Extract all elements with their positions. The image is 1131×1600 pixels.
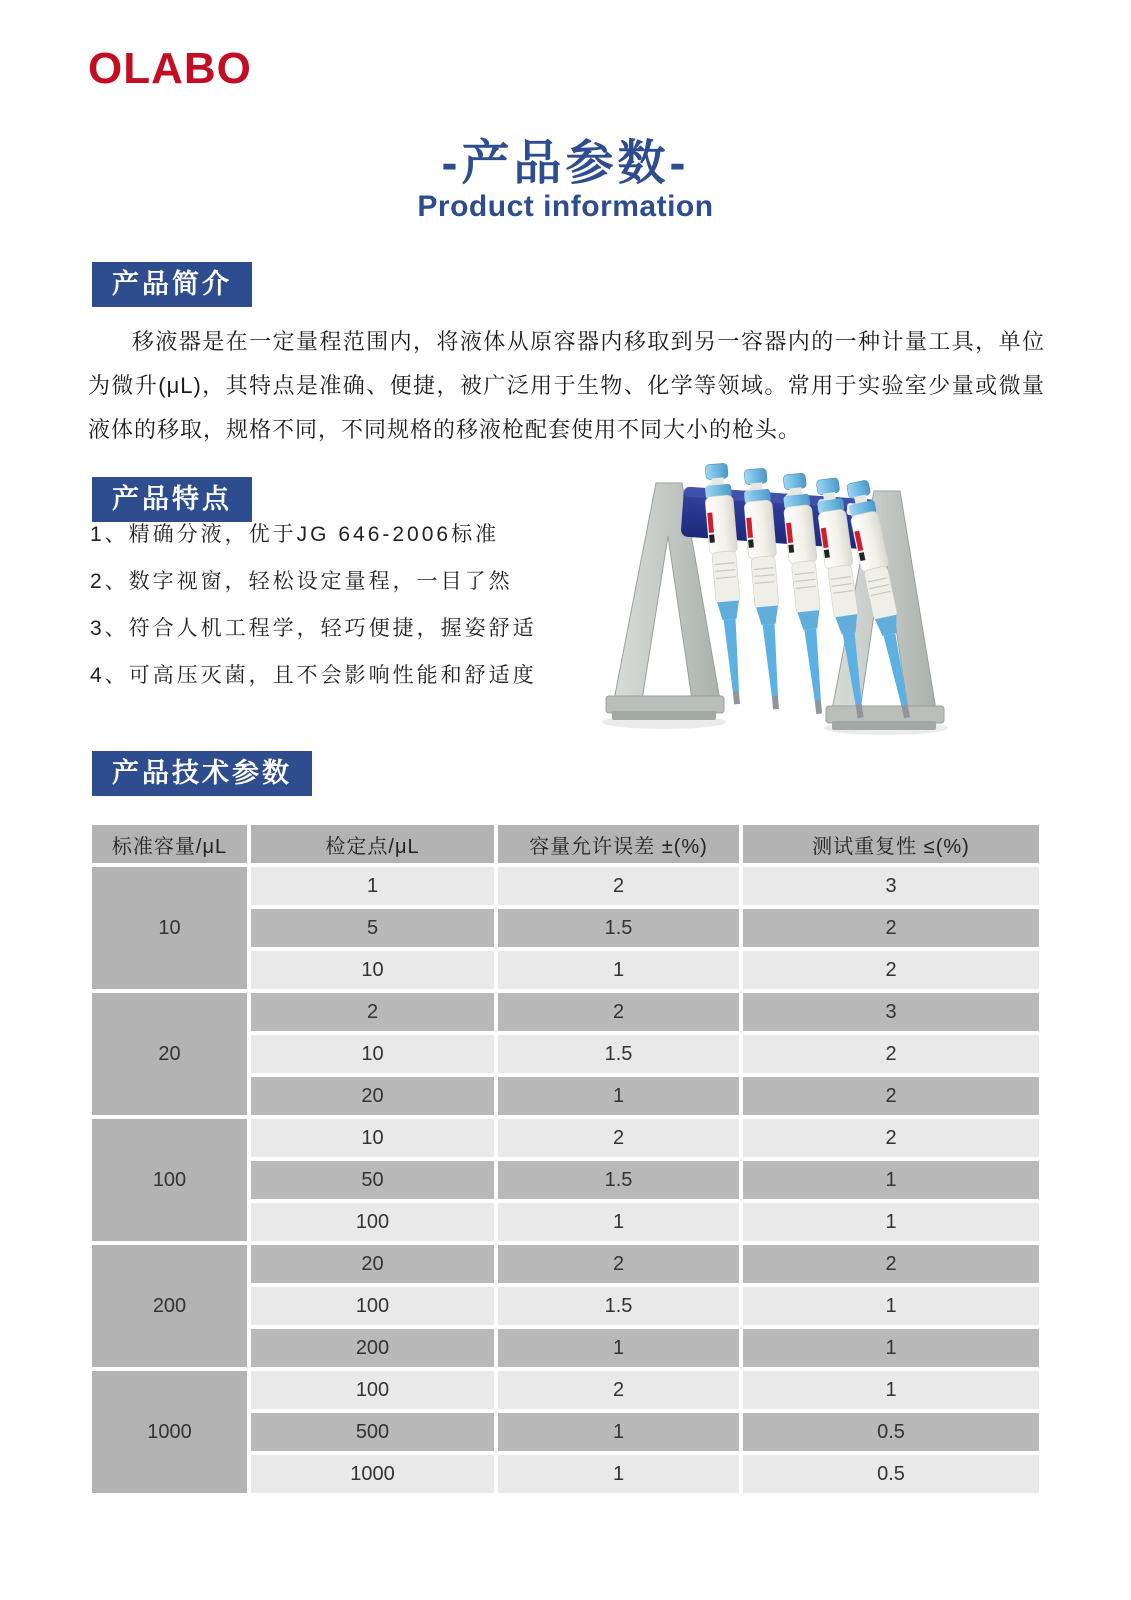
features-list <box>90 520 537 708</box>
feature-item: 4、可高压灭菌，且不会影响性能和舒适度 <box>90 664 537 687</box>
spec-cell: 100 <box>251 1287 494 1325</box>
spec-cell: 1 <box>498 1329 739 1367</box>
spec-cell: 0.5 <box>743 1413 1039 1451</box>
spec-cell: 3 <box>743 993 1039 1031</box>
spec-cell: 1 <box>743 1203 1039 1241</box>
feature-item: 3、符合人机工程学，轻巧便捷，握姿舒适 <box>90 617 537 640</box>
spec-cell: 10 <box>251 951 494 989</box>
spec-cell: 2 <box>743 1245 1039 1283</box>
section-specs-label: 产品技术参数 <box>92 751 312 796</box>
capacity-cell: 200 <box>92 1245 247 1367</box>
spec-cell: 2 <box>743 1077 1039 1115</box>
brand-logo: OLABO <box>88 44 252 93</box>
spec-cell: 1 <box>743 1371 1039 1409</box>
spec-cell: 10 <box>251 1035 494 1073</box>
spec-cell: 2 <box>498 1119 739 1157</box>
spec-cell: 2 <box>743 951 1039 989</box>
table-row <box>92 993 1039 1031</box>
spec-cell: 0.5 <box>743 1455 1039 1493</box>
table-row <box>92 1245 1039 1283</box>
spec-cell: 1 <box>498 1455 739 1493</box>
spec-cell: 2 <box>743 909 1039 947</box>
spec-cell: 2 <box>498 1371 739 1409</box>
table-header-row <box>92 825 1039 863</box>
page-title: -产品参数- <box>441 137 690 190</box>
spec-cell: 10 <box>251 1119 494 1157</box>
spec-cell: 1.5 <box>498 1161 739 1199</box>
intro-paragraph: 移液器是在一定量程范围内，将液体从原容器内移取到另一容器内的一种计量工具，单位为微升(μL)，其特点是准确、便捷，被广泛用于生物、化学等领域。常用于实验室少量或微量液体的移取，规格不同，不同规格的移液枪配套使用不同大小的枪头。 <box>88 329 1045 442</box>
col-header-capacity: 标准容量/μL <box>92 825 247 863</box>
product-image <box>598 438 990 738</box>
spec-cell: 100 <box>251 1371 494 1409</box>
capacity-cell: 20 <box>92 993 247 1115</box>
spec-cell: 1.5 <box>498 909 739 947</box>
spec-cell: 1 <box>743 1161 1039 1199</box>
spec-cell: 1 <box>498 951 739 989</box>
col-header-error: 容量允许误差 ±(%) <box>498 825 739 863</box>
spec-cell: 2 <box>498 993 739 1031</box>
spec-cell: 2 <box>743 1119 1039 1157</box>
spec-cell: 2 <box>498 867 739 905</box>
pipette-stand-illustration <box>598 438 990 738</box>
col-header-checkpoint: 检定点/μL <box>251 825 494 863</box>
spec-cell: 1 <box>743 1329 1039 1367</box>
capacity-cell: 100 <box>92 1119 247 1241</box>
spec-cell: 20 <box>251 1245 494 1283</box>
spec-cell: 2 <box>498 1245 739 1283</box>
spec-cell: 200 <box>251 1329 494 1367</box>
table-row <box>92 1371 1039 1409</box>
spec-cell: 1 <box>498 1413 739 1451</box>
spec-cell: 20 <box>251 1077 494 1115</box>
spec-cell: 1.5 <box>498 1287 739 1325</box>
spec-cell: 1 <box>498 1203 739 1241</box>
capacity-cell: 10 <box>92 867 247 989</box>
feature-item: 2、数字视窗，轻松设定量程，一目了然 <box>90 570 513 593</box>
spec-cell: 1 <box>498 1077 739 1115</box>
spec-cell: 1.5 <box>498 1035 739 1073</box>
specs-table <box>88 821 1043 1497</box>
col-header-repeatability: 测试重复性 ≤(%) <box>743 825 1039 863</box>
spec-cell: 1 <box>251 867 494 905</box>
spec-cell: 2 <box>743 1035 1039 1073</box>
spec-cell: 3 <box>743 867 1039 905</box>
feature-item: 1、精确分液，优于JG 646-2006标准 <box>90 523 500 546</box>
spec-cell: 1000 <box>251 1455 494 1493</box>
spec-cell: 500 <box>251 1413 494 1451</box>
capacity-cell: 1000 <box>92 1371 247 1493</box>
section-intro-label: 产品简介 <box>92 262 252 307</box>
spec-cell: 50 <box>251 1161 494 1199</box>
section-features-label: 产品特点 <box>92 477 252 522</box>
spec-cell: 2 <box>251 993 494 1031</box>
table-row <box>92 867 1039 905</box>
spec-cell: 5 <box>251 909 494 947</box>
spec-cell: 1 <box>743 1287 1039 1325</box>
page-subtitle: Product information <box>417 190 714 223</box>
spec-cell: 100 <box>251 1203 494 1241</box>
table-row <box>92 1119 1039 1157</box>
